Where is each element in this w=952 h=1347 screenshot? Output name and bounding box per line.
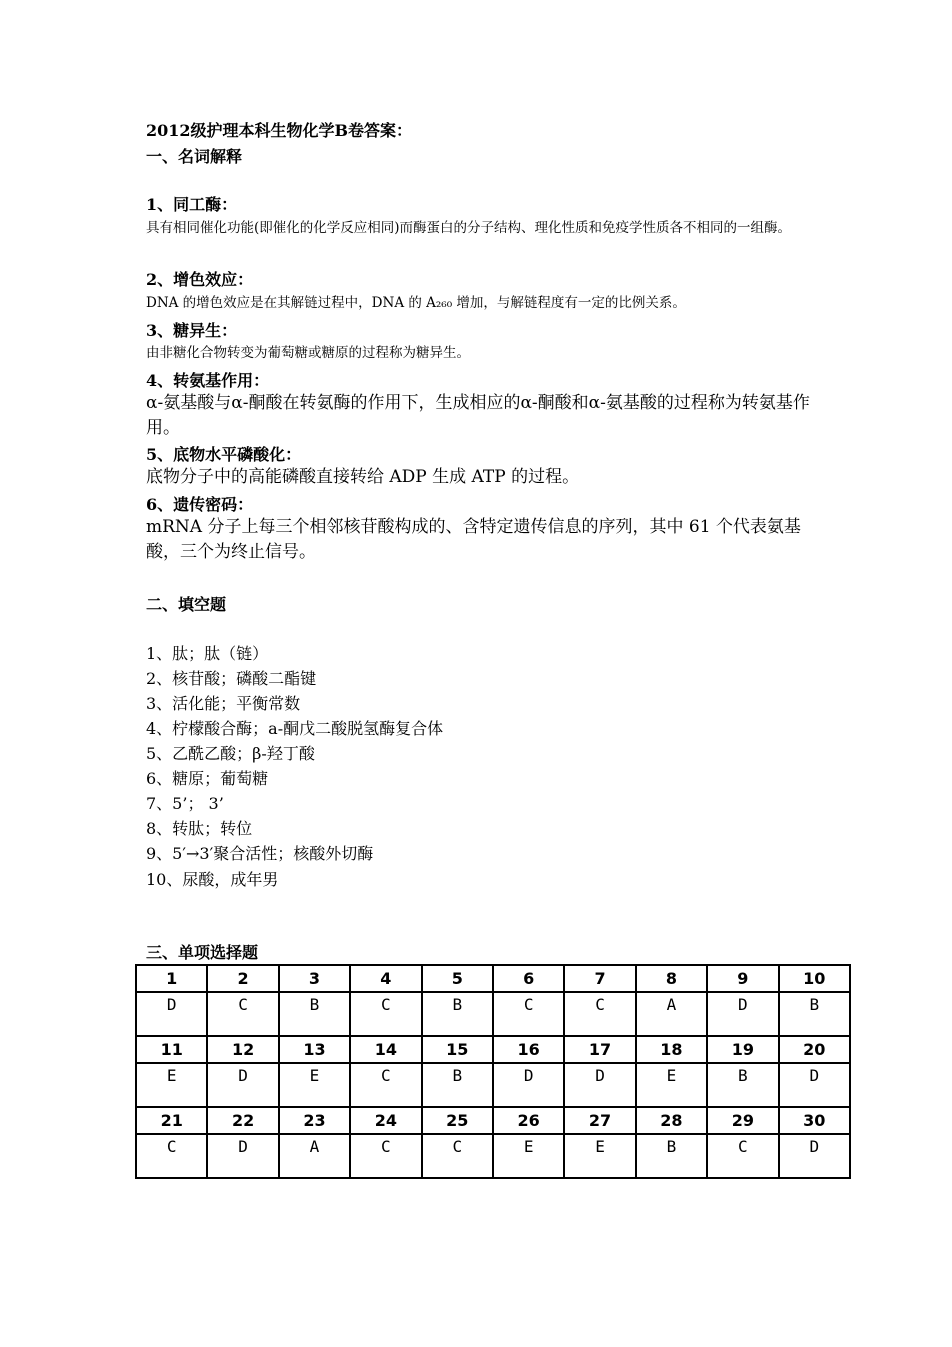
answer-cell: A bbox=[279, 1134, 350, 1178]
answer-cell: B bbox=[279, 992, 350, 1036]
question-number-cell: 22 bbox=[207, 1107, 278, 1134]
term-title: 3、糖异生： bbox=[146, 321, 238, 340]
fill-blank-answer: 2、核苷酸；磷酸二酯键 bbox=[146, 669, 317, 688]
answer-cell: D bbox=[207, 1134, 278, 1178]
fill-blank-answer: 5、乙酰乙酸；β-羟丁酸 bbox=[146, 744, 315, 763]
answer-cell: D bbox=[493, 1063, 564, 1107]
fill-blank-answer: 10、尿酸，成年男 bbox=[146, 870, 279, 889]
answer-cell: C bbox=[207, 992, 278, 1036]
question-number-cell: 8 bbox=[636, 965, 707, 992]
term-definition: 具有相同催化功能(即催化的化学反应相同)而酶蛋白的分子结构、理化性质和免疫学性质各不相同的一组酶。 bbox=[146, 220, 792, 236]
answer-cell: E bbox=[564, 1134, 635, 1178]
question-number-cell: 25 bbox=[422, 1107, 493, 1134]
term-definition: DNA 的增色效应是在其解链过程中，DNA 的 A₂₆₀ 增加，与解链程度有一定的比例关系。 bbox=[146, 295, 686, 311]
section-heading-multiple-choice: 三、单项选择题 bbox=[146, 943, 259, 962]
answer-cell: B bbox=[707, 1063, 778, 1107]
answer-cell: B bbox=[422, 1063, 493, 1107]
question-number-cell: 1 bbox=[136, 965, 207, 992]
question-number-cell: 12 bbox=[207, 1036, 278, 1063]
answer-cell: C bbox=[136, 1134, 207, 1178]
question-number-row bbox=[136, 1036, 850, 1063]
fill-blank-answer: 6、糖原；葡萄糖 bbox=[146, 769, 269, 788]
answer-cell: D bbox=[707, 992, 778, 1036]
question-number-cell: 27 bbox=[564, 1107, 635, 1134]
answer-cell: E bbox=[136, 1063, 207, 1107]
question-number-cell: 18 bbox=[636, 1036, 707, 1063]
answer-cell: E bbox=[493, 1134, 564, 1178]
answer-cell: E bbox=[279, 1063, 350, 1107]
answer-cell: C bbox=[350, 1063, 421, 1107]
question-number-cell: 9 bbox=[707, 965, 778, 992]
question-number-cell: 30 bbox=[779, 1107, 850, 1134]
question-number-cell: 24 bbox=[350, 1107, 421, 1134]
question-number-cell: 13 bbox=[279, 1036, 350, 1063]
term-title: 2、增色效应： bbox=[146, 270, 254, 289]
fill-blank-answer: 8、转肽；转位 bbox=[146, 819, 253, 838]
answer-cell: D bbox=[564, 1063, 635, 1107]
question-number-row bbox=[136, 1107, 850, 1134]
question-number-cell: 29 bbox=[707, 1107, 778, 1134]
question-number-row bbox=[136, 965, 850, 992]
answer-cell: A bbox=[636, 992, 707, 1036]
fill-blank-answer: 1、肽；肽（链） bbox=[146, 644, 269, 663]
answer-cell: D bbox=[136, 992, 207, 1036]
question-number-cell: 3 bbox=[279, 965, 350, 992]
question-number-cell: 20 bbox=[779, 1036, 850, 1063]
term-definition: 由非糖化合物转变为葡萄糖或糖原的过程称为糖异生。 bbox=[146, 345, 470, 361]
term-title: 4、转氨基作用： bbox=[146, 371, 270, 390]
document-title: 2012级护理本科生物化学B卷答案： bbox=[146, 121, 413, 140]
answer-cell: D bbox=[779, 1063, 850, 1107]
term-definition: mRNA 分子上每三个相邻核苷酸构成的、含特定遗传信息的序列，其中 61 个代表氨基酸，三个为终止信号。 bbox=[146, 517, 801, 562]
term-definition: 底物分子中的高能磷酸直接转给 ADP 生成 ATP 的过程。 bbox=[146, 467, 580, 487]
term-title: 5、底物水平磷酸化： bbox=[146, 445, 302, 464]
question-number-cell: 2 bbox=[207, 965, 278, 992]
term-definition: α-氨基酸与α-酮酸在转氨酶的作用下，生成相应的α-酮酸和α-氨基酸的过程称为转氨基作用。 bbox=[146, 393, 810, 438]
question-number-cell: 17 bbox=[564, 1036, 635, 1063]
answer-table bbox=[135, 964, 851, 1179]
term-title: 6、遗传密码： bbox=[146, 495, 254, 514]
question-number-cell: 14 bbox=[350, 1036, 421, 1063]
question-number-cell: 7 bbox=[564, 965, 635, 992]
answer-cell: C bbox=[422, 1134, 493, 1178]
question-number-cell: 10 bbox=[779, 965, 850, 992]
answer-cell: C bbox=[350, 1134, 421, 1178]
question-number-cell: 11 bbox=[136, 1036, 207, 1063]
question-number-cell: 16 bbox=[493, 1036, 564, 1063]
question-number-cell: 26 bbox=[493, 1107, 564, 1134]
answer-cell: B bbox=[779, 992, 850, 1036]
question-number-cell: 19 bbox=[707, 1036, 778, 1063]
question-number-cell: 28 bbox=[636, 1107, 707, 1134]
answer-cell: C bbox=[564, 992, 635, 1036]
answer-row bbox=[136, 1134, 850, 1178]
fill-blank-answer: 3、活化能；平衡常数 bbox=[146, 694, 301, 713]
answer-cell: C bbox=[493, 992, 564, 1036]
answer-row bbox=[136, 1063, 850, 1107]
answer-cell: B bbox=[422, 992, 493, 1036]
answer-cell: C bbox=[707, 1134, 778, 1178]
question-number-cell: 21 bbox=[136, 1107, 207, 1134]
question-number-cell: 4 bbox=[350, 965, 421, 992]
answer-cell: C bbox=[350, 992, 421, 1036]
fill-blank-answer: 9、5′→3′聚合活性；核酸外切酶 bbox=[146, 844, 374, 863]
question-number-cell: 15 bbox=[422, 1036, 493, 1063]
fill-blank-answer: 4、柠檬酸合酶；a-酮戊二酸脱氢酶复合体 bbox=[146, 719, 444, 738]
answer-cell: D bbox=[779, 1134, 850, 1178]
section-heading-definitions: 一、名词解释 bbox=[146, 147, 243, 166]
section-heading-fill-blank: 二、填空题 bbox=[146, 595, 227, 614]
fill-blank-answer: 7、5’； 3’ bbox=[146, 794, 224, 813]
answer-row bbox=[136, 992, 850, 1036]
question-number-cell: 23 bbox=[279, 1107, 350, 1134]
question-number-cell: 5 bbox=[422, 965, 493, 992]
term-title: 1、同工酶： bbox=[146, 195, 238, 214]
answer-cell: E bbox=[636, 1063, 707, 1107]
answer-cell: B bbox=[636, 1134, 707, 1178]
question-number-cell: 6 bbox=[493, 965, 564, 992]
answer-cell: D bbox=[207, 1063, 278, 1107]
